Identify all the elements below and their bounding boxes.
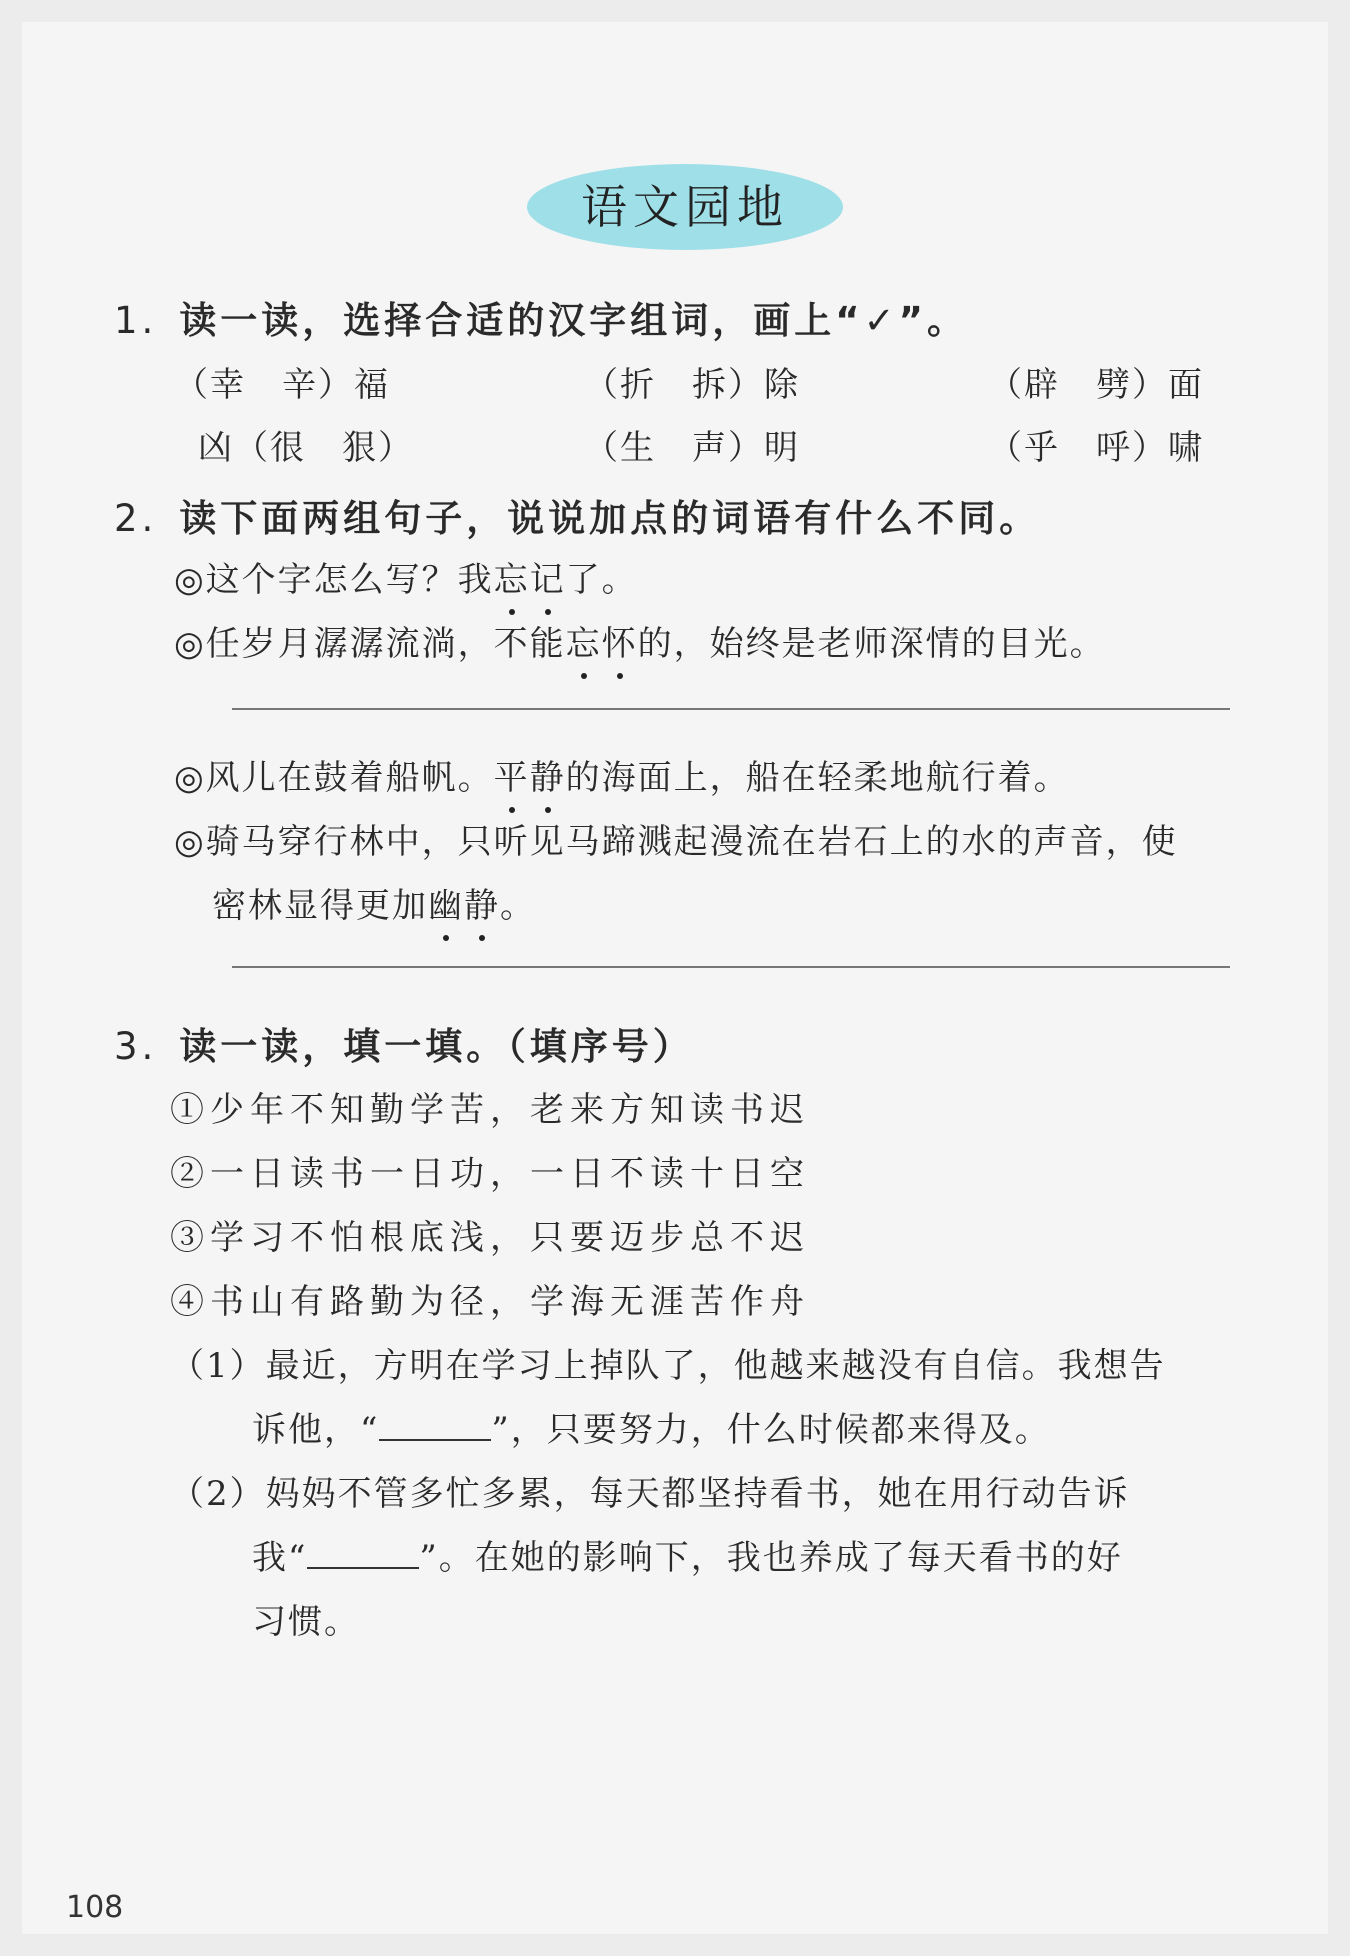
sentence-text: 密林显得更加: [212, 886, 428, 926]
dotted-char: 静: [464, 878, 500, 927]
question-2: [114, 488, 1040, 542]
q1-option: 凶（很 狠）: [198, 428, 414, 468]
sentence-text: ◎风儿在鼓着船帆。: [174, 758, 494, 798]
dotted-char: 静: [530, 750, 566, 799]
dotted-char: 平: [494, 750, 530, 799]
q3-sub2-line: 习惯。: [252, 1602, 360, 1642]
dotted-char: 怀: [602, 616, 638, 665]
sentence-text: ”。在她的影响下，我也养成了每天看书的好: [419, 1538, 1123, 1578]
proverb-item: ④书山有路勤为径，学海无涯苦作舟: [170, 1282, 810, 1322]
sentence-text: 诉他，“: [252, 1410, 380, 1450]
answer-line[interactable]: [232, 708, 1230, 710]
dotted-char: 记: [530, 552, 566, 601]
dotted-char: 忘: [494, 552, 530, 601]
section-title: 语文园地: [581, 180, 789, 234]
q2-sentence: [174, 750, 1070, 799]
q2-sentence: [174, 616, 1106, 665]
question-3-number: 3.: [114, 1025, 158, 1068]
dotted-char: 幽: [428, 878, 464, 927]
sentence-text: 的，始终是老师深情的目光。: [637, 624, 1106, 664]
q3-sub2-line: （2）妈妈不管多忙多累，每天都坚持看书，她在用行动告诉: [170, 1474, 1130, 1514]
sentence-text: ◎任岁月潺潺流淌，不能: [174, 624, 566, 664]
sentence-text: ◎这个字怎么写？我: [174, 560, 494, 600]
sentence-text: 。: [500, 886, 536, 926]
textbook-page: [22, 22, 1328, 1934]
sentence-text: 我“: [252, 1538, 308, 1578]
page-number: 108: [66, 1890, 124, 1925]
question-2-prompt: 读下面两组句子，说说加点的词语有什么不同。: [179, 497, 1041, 540]
sentence-text: 的海面上，船在轻柔地航行着。: [565, 758, 1070, 798]
q3-sub1-line: （1）最近，方明在学习上掉队了，他越来越没有自信。我想告: [170, 1346, 1166, 1386]
proverb-item: ③学习不怕根底浅，只要迈步总不迟: [170, 1218, 810, 1258]
question-2-number: 2.: [114, 497, 158, 540]
question-3: [114, 1016, 694, 1070]
q2-sentence: [174, 552, 638, 601]
question-1: [114, 290, 968, 344]
q1-option: （乎 呼）啸: [988, 428, 1204, 468]
q1-option: （折 拆）除: [584, 365, 800, 405]
q2-sentence: ◎骑马穿行林中，只听见马蹄溅起漫流在岩石上的水的声音，使: [174, 822, 1178, 862]
answer-line[interactable]: [232, 966, 1230, 968]
proverb-item: ①少年不知勤学苦，老来方知读书迟: [170, 1090, 810, 1130]
question-1-number: 1.: [114, 299, 158, 342]
dotted-char: 忘: [566, 616, 602, 665]
q3-sub2-line: [252, 1530, 1123, 1579]
q1-option: （生 声）明: [584, 428, 800, 468]
proverb-item: ②一日读书一日功，一日不读十日空: [170, 1154, 810, 1194]
sentence-text: ”，只要努力，什么时候都来得及。: [491, 1410, 1051, 1450]
q3-sub1-line: [252, 1402, 1051, 1451]
fill-blank[interactable]: [307, 1539, 419, 1569]
q1-option: （幸 辛）福: [174, 365, 390, 405]
fill-blank[interactable]: [379, 1411, 491, 1441]
q2-sentence: [212, 878, 536, 927]
question-3-prompt: 读一读，填一填。（填序号）: [179, 1025, 694, 1068]
question-1-prompt: 读一读，选择合适的汉字组词，画上“✓”。: [179, 299, 968, 342]
sentence-text: 了。: [565, 560, 638, 600]
q1-option: （辟 劈）面: [988, 365, 1204, 405]
